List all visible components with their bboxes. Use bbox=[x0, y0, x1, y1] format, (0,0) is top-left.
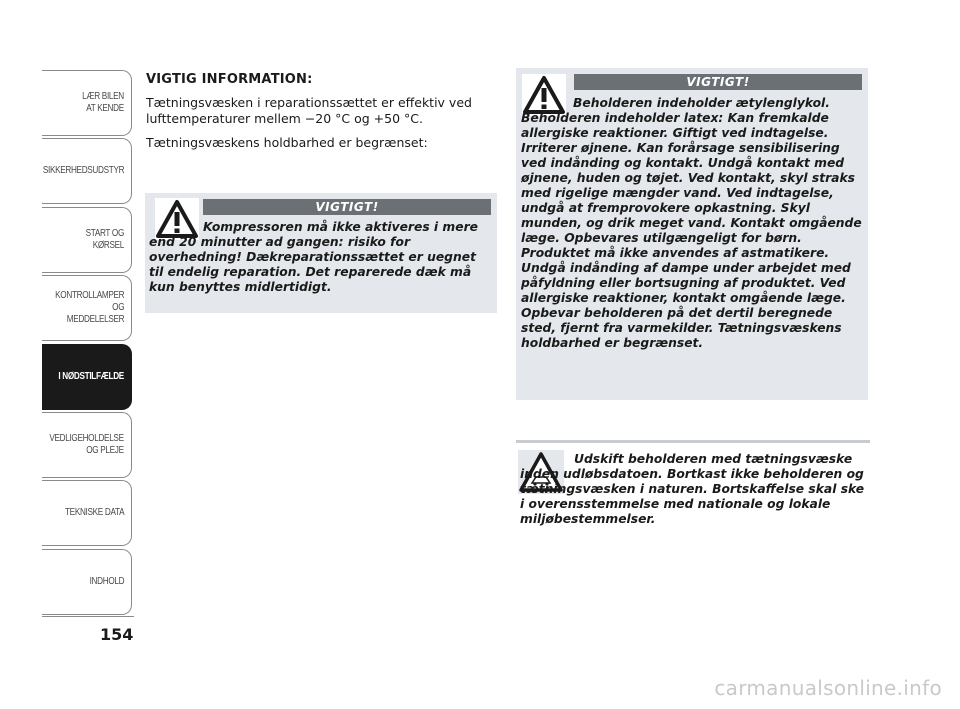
tab-start-og-korsel[interactable] bbox=[42, 207, 132, 273]
tab-kontrollamper[interactable] bbox=[42, 275, 132, 341]
tab-sikkerhedsudstyr[interactable] bbox=[42, 138, 132, 204]
note-top-rule bbox=[516, 440, 870, 443]
tab-i-nodstilfaelde[interactable] bbox=[42, 344, 132, 410]
warning-box-chemicals bbox=[516, 68, 868, 400]
environment-note-text bbox=[520, 452, 870, 527]
warning-text bbox=[149, 220, 493, 295]
main-left-column bbox=[146, 72, 496, 159]
warning-box-compressor bbox=[145, 193, 497, 313]
tab-indhold[interactable] bbox=[42, 549, 132, 615]
sidebar-bottom-rule bbox=[42, 616, 134, 617]
warning-body: Beholderen indeholder ætylenglykol. Beholderen indeholder latex: Kan fremkalde allergiske reaktioner. Giftigt ved indtagelse. Irriterer øjnene. Kan forårsage sensibilisering ved indånding og kontakt. Undgå kontakt med øjnene, huden og tøjet. Ved kontakt, skyl straks med rigelige mængder vand. Ved indtagelse, undgå at fremprovokere opkastning. Skyl munden, og drik meget vand. Kontakt omgående læge. Opbevares utilgængeligt for børn. Produktet må ikke anvendes af astmatikere. Undgå indånding af dampe under arbejdet med påfyldning eller bortsugning af produktet. Ved allergiske reaktioner, kontakt omgående læge. Opbevar beholderen på det dertil beregnede sted, fjernt fra varmekilder. Tætningsvæskens holdbarhed er begrænset. bbox=[521, 96, 862, 350]
warning-text bbox=[521, 96, 863, 351]
warning-header: VIGTIGT! bbox=[203, 199, 491, 215]
warning-header: VIGTIGT! bbox=[574, 74, 862, 90]
tab-laer-bilen-at-kende[interactable] bbox=[42, 70, 132, 136]
environment-note-body: Udskift beholderen med tætningsvæske inden udløbsdatoen. Bortkast ikke beholderen og tætningsvæsken i naturen. Bortskaffelse skal ske i overensstemmelse med nationale og lokale miljøbestemmelser. bbox=[520, 452, 865, 526]
tab-label: TEKNISKE DATA bbox=[64, 507, 124, 518]
tab-label: KONTROLLAMPER OG MEDDELELSER bbox=[54, 290, 124, 325]
tab-label: INDHOLD bbox=[89, 576, 124, 587]
watermark-url: carmanualsonline.info bbox=[714, 676, 942, 700]
body-paragraph-2: Tætningsvæskens holdbarhed er begrænset: bbox=[146, 135, 428, 150]
tab-label: START OG KØRSEL bbox=[85, 228, 124, 251]
tab-tekniske-data[interactable] bbox=[42, 480, 132, 546]
page-number: 154 bbox=[100, 625, 134, 644]
tab-label: LÆR BILEN AT KENDE bbox=[82, 91, 124, 114]
tab-label: I NØDSTILFÆLDE bbox=[58, 371, 124, 382]
warning-body: Kompressoren må ikke aktiveres i mere end 20 minutter ad gangen: risiko for overhedning! Dækreparationssættet er uegnet til endelig reparation. Det reparerede dæk må kun benyttes midlertidigt. bbox=[149, 220, 478, 294]
tab-label: SIKKERHEDSUDSTYR bbox=[42, 165, 124, 176]
section-heading: VIGTIG INFORMATION: bbox=[146, 72, 313, 87]
body-paragraph-1: Tætningsvæsken i reparationssættet er effektiv ved lufttemperaturer mellem −20 °C og +50 °C. bbox=[146, 95, 472, 126]
tab-label: VEDLIGEHOLDELSE OG PLEJE bbox=[49, 433, 124, 456]
tab-vedligeholdelse[interactable] bbox=[42, 412, 132, 478]
